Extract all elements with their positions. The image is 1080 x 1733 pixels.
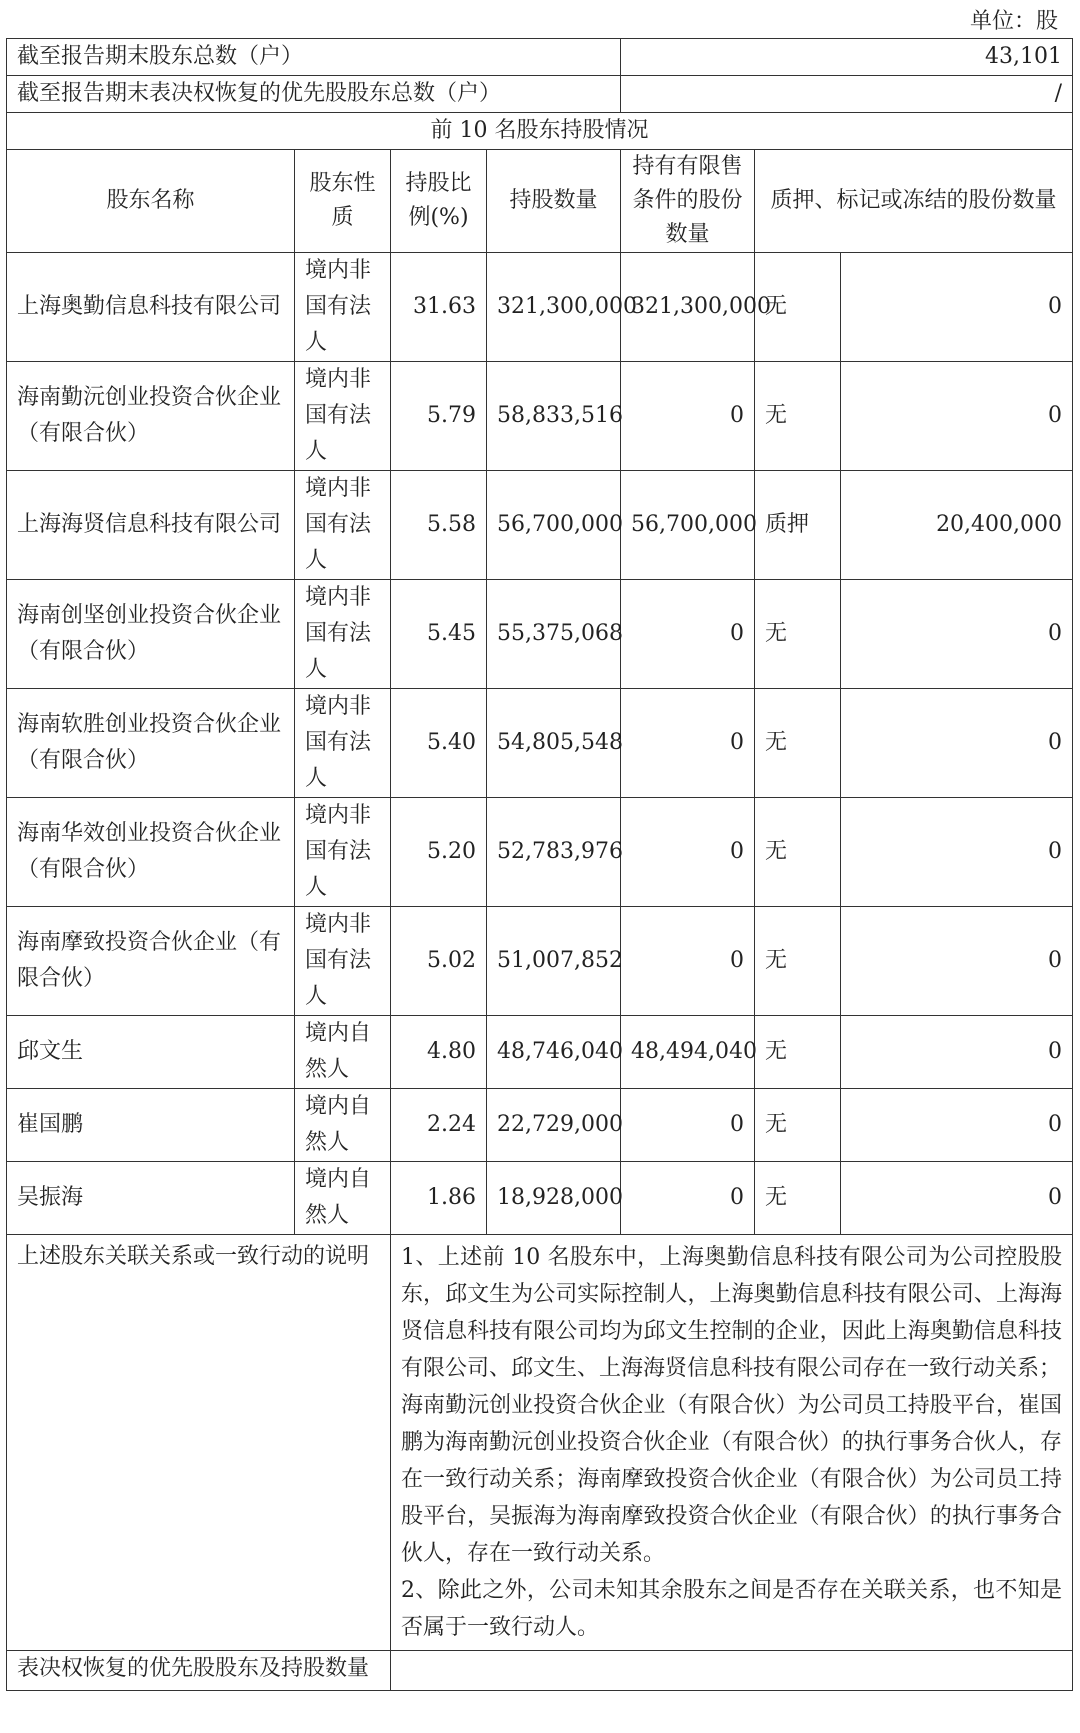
header-shares: 持股数量: [487, 150, 621, 253]
row-name: 吴振海: [7, 1162, 295, 1235]
bottom-label: 表决权恢复的优先股股东及持股数量: [7, 1651, 391, 1691]
row-ratio: 5.02: [391, 907, 487, 1016]
header-pledge: 质押、标记或冻结的股份数量: [755, 150, 1073, 253]
summary-value: /: [621, 76, 1073, 113]
table-row: [7, 1089, 1073, 1162]
row-nature: 境内自然人: [295, 1016, 391, 1089]
row-restricted: 48,494,040: [621, 1016, 755, 1089]
row-restricted: 0: [621, 1089, 755, 1162]
row-shares: 54,805,548: [487, 689, 621, 798]
header-name: 股东名称: [7, 150, 295, 253]
row-nature: 境内自然人: [295, 1162, 391, 1235]
table-row: [7, 362, 1073, 471]
table-row: [7, 689, 1073, 798]
row-ratio: 31.63: [391, 253, 487, 362]
section-title-row: [7, 113, 1073, 150]
row-restricted: 0: [621, 689, 755, 798]
row-pledge-status: 无: [755, 1162, 841, 1235]
row-pledge-status: 无: [755, 1016, 841, 1089]
header-ratio: 持股比例(%): [391, 150, 487, 253]
row-nature: 境内非国有法人: [295, 471, 391, 580]
row-shares: 51,007,852: [487, 907, 621, 1016]
section-title: 前 10 名股东持股情况: [7, 113, 1073, 150]
row-ratio: 5.45: [391, 580, 487, 689]
row-name: 上海奥勤信息科技有限公司: [7, 253, 295, 362]
relation-description: [391, 1235, 1073, 1651]
row-shares: 48,746,040: [487, 1016, 621, 1089]
summary-label: 截至报告期末表决权恢复的优先股股东总数（户）: [7, 76, 621, 113]
row-pledge-qty: 20,400,000: [841, 471, 1073, 580]
row-name: 海南华效创业投资合伙企业（有限合伙）: [7, 798, 295, 907]
header-restricted: 持有有限售条件的股份数量: [621, 150, 755, 253]
row-ratio: 5.40: [391, 689, 487, 798]
table-row: [7, 253, 1073, 362]
relation-paragraph: 1、上述前 10 名股东中，上海奥勤信息科技有限公司为公司控股股东，邱文生为公司实际控制人，上海奥勤信息科技有限公司、上海海贤信息科技有限公司均为邱文生控制的企业，因此上海奥勤信息科技有限公司、邱文生、上海海贤信息科技有限公司存在一致行动关系；: [401, 1245, 1063, 1381]
row-nature: 境内非国有法人: [295, 580, 391, 689]
row-pledge-status: 无: [755, 253, 841, 362]
summary-value: 43,101: [621, 39, 1073, 76]
row-pledge-status: 无: [755, 798, 841, 907]
row-pledge-status: 无: [755, 907, 841, 1016]
row-pledge-qty: 0: [841, 253, 1073, 362]
table-row: [7, 580, 1073, 689]
row-shares: 18,928,000: [487, 1162, 621, 1235]
summary-row-preferred: [7, 76, 1073, 113]
row-shares: 321,300,000: [487, 253, 621, 362]
relation-paragraph: 海南勤沅创业投资合伙企业（有限合伙）为公司员工持股平台，崔国鹏为海南勤沅创业投资合伙企业（有限合伙）的执行事务合伙人，存在一致行动关系；海南摩致投资合伙企业（有限合伙）为公司员工持股平台，吴振海为海南摩致投资合伙企业（有限合伙）的执行事务合伙人，存在一致行动关系。: [401, 1393, 1063, 1566]
row-ratio: 1.86: [391, 1162, 487, 1235]
row-name: 邱文生: [7, 1016, 295, 1089]
row-pledge-qty: 0: [841, 907, 1073, 1016]
row-pledge-qty: 0: [841, 362, 1073, 471]
header-row: [7, 150, 1073, 253]
row-shares: 56,700,000: [487, 471, 621, 580]
row-name: 海南勤沅创业投资合伙企业（有限合伙）: [7, 362, 295, 471]
row-ratio: 5.58: [391, 471, 487, 580]
summary-label: 截至报告期末股东总数（户）: [7, 39, 621, 76]
table-row: [7, 471, 1073, 580]
row-nature: 境内非国有法人: [295, 907, 391, 1016]
row-shares: 22,729,000: [487, 1089, 621, 1162]
row-name: 海南摩致投资合伙企业（有限合伙）: [7, 907, 295, 1016]
row-name: 海南软胜创业投资合伙企业（有限合伙）: [7, 689, 295, 798]
row-restricted: 0: [621, 798, 755, 907]
row-pledge-status: 无: [755, 580, 841, 689]
relation-label: 上述股东关联关系或一致行动的说明: [7, 1235, 391, 1651]
row-name: 海南创坚创业投资合伙企业（有限合伙）: [7, 580, 295, 689]
row-restricted: 0: [621, 907, 755, 1016]
table-row: [7, 907, 1073, 1016]
relation-row: [7, 1235, 1073, 1651]
shareholder-table: [6, 38, 1073, 1691]
row-pledge-status: 无: [755, 362, 841, 471]
row-nature: 境内非国有法人: [295, 362, 391, 471]
row-restricted: 0: [621, 580, 755, 689]
row-ratio: 4.80: [391, 1016, 487, 1089]
header-nature: 股东性质: [295, 150, 391, 253]
unit-label: 单位：股: [969, 9, 1058, 34]
row-shares: 52,783,976: [487, 798, 621, 907]
row-pledge-qty: 0: [841, 1162, 1073, 1235]
bottom-row: [7, 1651, 1073, 1691]
row-restricted: 0: [621, 362, 755, 471]
row-pledge-status: 质押: [755, 471, 841, 580]
row-nature: 境内非国有法人: [295, 689, 391, 798]
table-row: [7, 1016, 1073, 1089]
row-restricted: 56,700,000: [621, 471, 755, 580]
row-pledge-status: 无: [755, 689, 841, 798]
row-name: 崔国鹏: [7, 1089, 295, 1162]
row-pledge-qty: 0: [841, 689, 1073, 798]
table-row: [7, 1162, 1073, 1235]
row-restricted: 321,300,000: [621, 253, 755, 362]
row-restricted: 0: [621, 1162, 755, 1235]
relation-paragraph: 2、除此之外，公司未知其余股东之间是否存在关联关系，也不知是否属于一致行动人。: [401, 1578, 1063, 1640]
row-pledge-qty: 0: [841, 580, 1073, 689]
row-pledge-qty: 0: [841, 1016, 1073, 1089]
row-ratio: 2.24: [391, 1089, 487, 1162]
row-nature: 境内非国有法人: [295, 798, 391, 907]
row-shares: 55,375,068: [487, 580, 621, 689]
row-pledge-qty: 0: [841, 1089, 1073, 1162]
row-name: 上海海贤信息科技有限公司: [7, 471, 295, 580]
table-row: [7, 798, 1073, 907]
row-ratio: 5.20: [391, 798, 487, 907]
row-nature: 境内非国有法人: [295, 253, 391, 362]
bottom-value: [391, 1651, 1073, 1691]
summary-row-total: [7, 39, 1073, 76]
row-nature: 境内自然人: [295, 1089, 391, 1162]
row-ratio: 5.79: [391, 362, 487, 471]
row-pledge-status: 无: [755, 1089, 841, 1162]
row-pledge-qty: 0: [841, 798, 1073, 907]
row-shares: 58,833,516: [487, 362, 621, 471]
